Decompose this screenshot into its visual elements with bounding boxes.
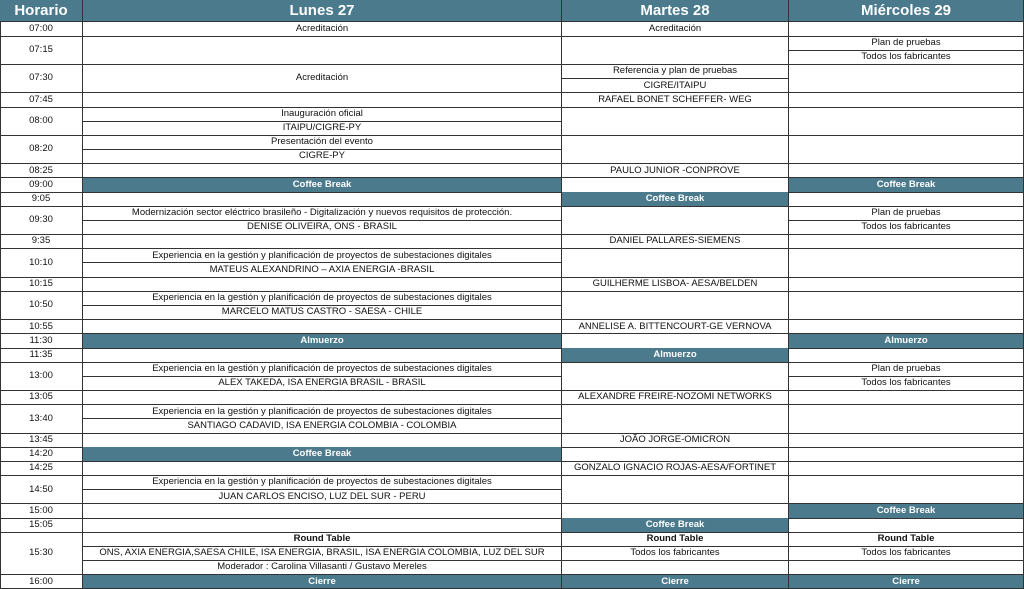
header-day-martes: Martes 28 xyxy=(562,0,789,22)
lunes-empty-cell xyxy=(83,320,562,335)
martes-session-cell: ALEXANDRE FREIRE-NOZOMI NETWORKS xyxy=(562,391,789,406)
miercoles-session-cell: Round Table xyxy=(789,532,1024,547)
martes-session-cell: PAULO JUNIOR -CONPROVE xyxy=(562,164,789,179)
martes-session-cell: ANNELISE A. BITTENCOURT-GE VERNOVA xyxy=(562,320,789,335)
lunes-session-cell: Experiencia en la gestión y planificación de proyectos de subestaciones digitales xyxy=(83,291,562,306)
header-day-miercoles: Miércoles 29 xyxy=(789,0,1024,22)
lunes-session-cell: MATEUS ALEXANDRINO – AXIA ENERGIA -BRASIL xyxy=(83,263,562,278)
lunes-empty-cell xyxy=(83,433,562,448)
miercoles-session-cell: Plan de pruebas xyxy=(789,206,1024,221)
time-slot: 09:00 xyxy=(0,178,83,193)
miercoles-empty-cell xyxy=(789,192,1024,207)
miercoles-empty-cell xyxy=(789,249,1024,278)
martes-empty-cell xyxy=(562,249,789,278)
martes-empty-cell xyxy=(562,334,789,349)
martes-break-cell: Coffee Break xyxy=(562,192,789,207)
miercoles-session-cell: Todos los fabricantes xyxy=(789,376,1024,391)
lunes-session-cell: Round Table xyxy=(83,532,562,547)
time-slot: 16:00 xyxy=(0,575,83,589)
lunes-break-cell: Cierre xyxy=(83,575,562,589)
miercoles-empty-cell xyxy=(789,476,1024,505)
lunes-session-cell: Experiencia en la gestión y planificación de proyectos de subestaciones digitales xyxy=(83,249,562,264)
lunes-session-cell: Inauguración oficial xyxy=(83,107,562,122)
miercoles-empty-cell xyxy=(789,447,1024,462)
miercoles-empty-cell xyxy=(789,107,1024,136)
time-slot: 15:00 xyxy=(0,504,83,519)
miercoles-session-cell: Todos los fabricantes xyxy=(789,50,1024,65)
martes-empty-cell xyxy=(562,206,789,235)
miercoles-session-cell: Todos los fabricantes xyxy=(789,220,1024,235)
miercoles-empty-cell xyxy=(789,93,1024,108)
time-slot: 08:25 xyxy=(0,164,83,179)
lunes-empty-cell xyxy=(83,36,562,65)
miercoles-empty-cell xyxy=(789,405,1024,434)
miercoles-empty-cell xyxy=(789,561,1024,576)
time-slot: 14:25 xyxy=(0,461,83,476)
miercoles-break-cell: Coffee Break xyxy=(789,504,1024,519)
miercoles-empty-cell xyxy=(789,235,1024,250)
martes-session-cell: DANIEL PALLARES-SIEMENS xyxy=(562,235,789,250)
time-slot: 11:30 xyxy=(0,334,83,349)
miercoles-break-cell: Cierre xyxy=(789,575,1024,589)
lunes-session-cell: CIGRE-PY xyxy=(83,150,562,165)
lunes-empty-cell xyxy=(83,518,562,533)
time-slot: 08:00 xyxy=(0,107,83,136)
martes-session-cell: Todos los fabricantes xyxy=(562,546,789,561)
time-slot: 13:00 xyxy=(0,362,83,391)
time-slot: 08:20 xyxy=(0,135,83,164)
time-slot: 9:05 xyxy=(0,192,83,207)
lunes-empty-cell xyxy=(83,391,562,406)
miercoles-empty-cell xyxy=(789,391,1024,406)
miercoles-session-cell: Todos los fabricantes xyxy=(789,546,1024,561)
martes-empty-cell xyxy=(562,135,789,164)
time-slot: 15:05 xyxy=(0,518,83,533)
lunes-empty-cell xyxy=(83,164,562,179)
time-slot: 10:10 xyxy=(0,249,83,278)
miercoles-empty-cell xyxy=(789,135,1024,164)
lunes-session-cell: Experiencia en la gestión y planificación de proyectos de subestaciones digitales xyxy=(83,362,562,377)
miercoles-empty-cell xyxy=(789,320,1024,335)
lunes-session-cell: Presentación del evento xyxy=(83,135,562,150)
martes-empty-cell xyxy=(562,107,789,136)
lunes-break-cell: Almuerzo xyxy=(83,334,562,349)
martes-session-cell: Round Table xyxy=(562,532,789,547)
miercoles-break-cell: Coffee Break xyxy=(789,178,1024,193)
martes-break-cell: Cierre xyxy=(562,575,789,589)
martes-session-cell: Acreditación xyxy=(562,22,789,37)
time-slot: 15:30 xyxy=(0,532,83,575)
martes-session-cell: JOÃO JORGE-OMICRON xyxy=(562,433,789,448)
martes-session-cell: Referencia y plan de pruebas xyxy=(562,65,789,80)
lunes-break-cell: Coffee Break xyxy=(83,178,562,193)
lunes-session-cell: SANTIAGO CADAVID, ISA ENERGIA COLOMBIA - COLOMBIA xyxy=(83,419,562,434)
lunes-session-cell: Modernización sector eléctrico brasileño - Digitalización y nuevos requisitos de protección. xyxy=(83,206,562,221)
lunes-session-cell: ALEX TAKEDA, ISA ENERGIA BRASIL - BRASIL xyxy=(83,376,562,391)
lunes-empty-cell xyxy=(83,235,562,250)
time-slot: 09:30 xyxy=(0,206,83,235)
time-slot: 9:35 xyxy=(0,235,83,250)
miercoles-empty-cell xyxy=(789,348,1024,363)
time-slot: 13:40 xyxy=(0,405,83,434)
time-slot: 10:15 xyxy=(0,277,83,292)
time-slot: 10:50 xyxy=(0,291,83,320)
martes-session-cell: GONZALO IGNACIO ROJAS-AESA/FORTINET xyxy=(562,461,789,476)
miercoles-empty-cell xyxy=(789,65,1024,94)
miercoles-empty-cell xyxy=(789,277,1024,292)
lunes-empty-cell xyxy=(83,461,562,476)
time-slot: 07:15 xyxy=(0,36,83,65)
lunes-empty-cell xyxy=(83,348,562,363)
martes-empty-cell xyxy=(562,561,789,576)
martes-session-cell: CIGRE/ITAIPU xyxy=(562,79,789,94)
header-day-lunes: Lunes 27 xyxy=(83,0,562,22)
time-slot: 07:45 xyxy=(0,93,83,108)
lunes-session-cell: Acreditación xyxy=(83,22,562,37)
miercoles-break-cell: Almuerzo xyxy=(789,334,1024,349)
martes-session-cell: RAFAEL BONET SCHEFFER- WEG xyxy=(562,93,789,108)
miercoles-empty-cell xyxy=(789,164,1024,179)
time-slot: 13:05 xyxy=(0,391,83,406)
martes-empty-cell xyxy=(562,178,789,193)
time-slot: 07:30 xyxy=(0,65,83,94)
lunes-session-cell: ITAIPU/CIGRE-PY xyxy=(83,121,562,136)
miercoles-empty-cell xyxy=(789,461,1024,476)
miercoles-session-cell: Plan de pruebas xyxy=(789,362,1024,377)
miercoles-empty-cell xyxy=(789,433,1024,448)
lunes-session-cell: JUAN CARLOS ENCISO, LUZ DEL SUR - PERU xyxy=(83,490,562,505)
time-slot: 14:50 xyxy=(0,476,83,505)
header-time: Horario xyxy=(0,0,83,22)
lunes-session-cell: DENISE OLIVEIRA, ONS - BRASIL xyxy=(83,220,562,235)
time-slot: 11:35 xyxy=(0,348,83,363)
lunes-session-cell: Experiencia en la gestión y planificación de proyectos de subestaciones digitales xyxy=(83,405,562,420)
martes-break-cell: Almuerzo xyxy=(562,348,789,363)
lunes-session-cell: ONS, AXIA ENERGIA,SAESA CHILE, ISA ENERGIA, BRASIL, ISA ENERGIA COLOMBIA, LUZ DEL SUR xyxy=(83,546,562,561)
miercoles-session-cell: Plan de pruebas xyxy=(789,36,1024,51)
martes-break-cell: Coffee Break xyxy=(562,518,789,533)
martes-empty-cell xyxy=(562,362,789,391)
martes-empty-cell xyxy=(562,476,789,505)
martes-empty-cell xyxy=(562,291,789,320)
lunes-session-cell: Moderador : Carolina Villasanti / Gustavo Mereles xyxy=(83,561,562,576)
miercoles-empty-cell xyxy=(789,291,1024,320)
martes-empty-cell xyxy=(562,405,789,434)
time-slot: 10:55 xyxy=(0,320,83,335)
time-slot: 13:45 xyxy=(0,433,83,448)
lunes-session-cell: Experiencia en la gestión y planificación de proyectos de subestaciones digitales xyxy=(83,476,562,491)
miercoles-empty-cell xyxy=(789,518,1024,533)
martes-session-cell: GUILHERME LISBOA- AESA/BELDEN xyxy=(562,277,789,292)
time-slot: 14:20 xyxy=(0,447,83,462)
miercoles-empty-cell xyxy=(789,22,1024,37)
lunes-empty-cell xyxy=(83,192,562,207)
lunes-break-cell: Coffee Break xyxy=(83,447,562,462)
lunes-empty-cell xyxy=(83,93,562,108)
time-slot: 07:00 xyxy=(0,22,83,37)
martes-empty-cell xyxy=(562,36,789,65)
lunes-empty-cell xyxy=(83,504,562,519)
martes-empty-cell xyxy=(562,447,789,462)
lunes-empty-cell xyxy=(83,277,562,292)
martes-empty-cell xyxy=(562,504,789,519)
lunes-session-cell: MARCELO MATUS CASTRO - SAESA - CHILE xyxy=(83,306,562,321)
lunes-session-cell: Acreditación xyxy=(83,65,562,94)
